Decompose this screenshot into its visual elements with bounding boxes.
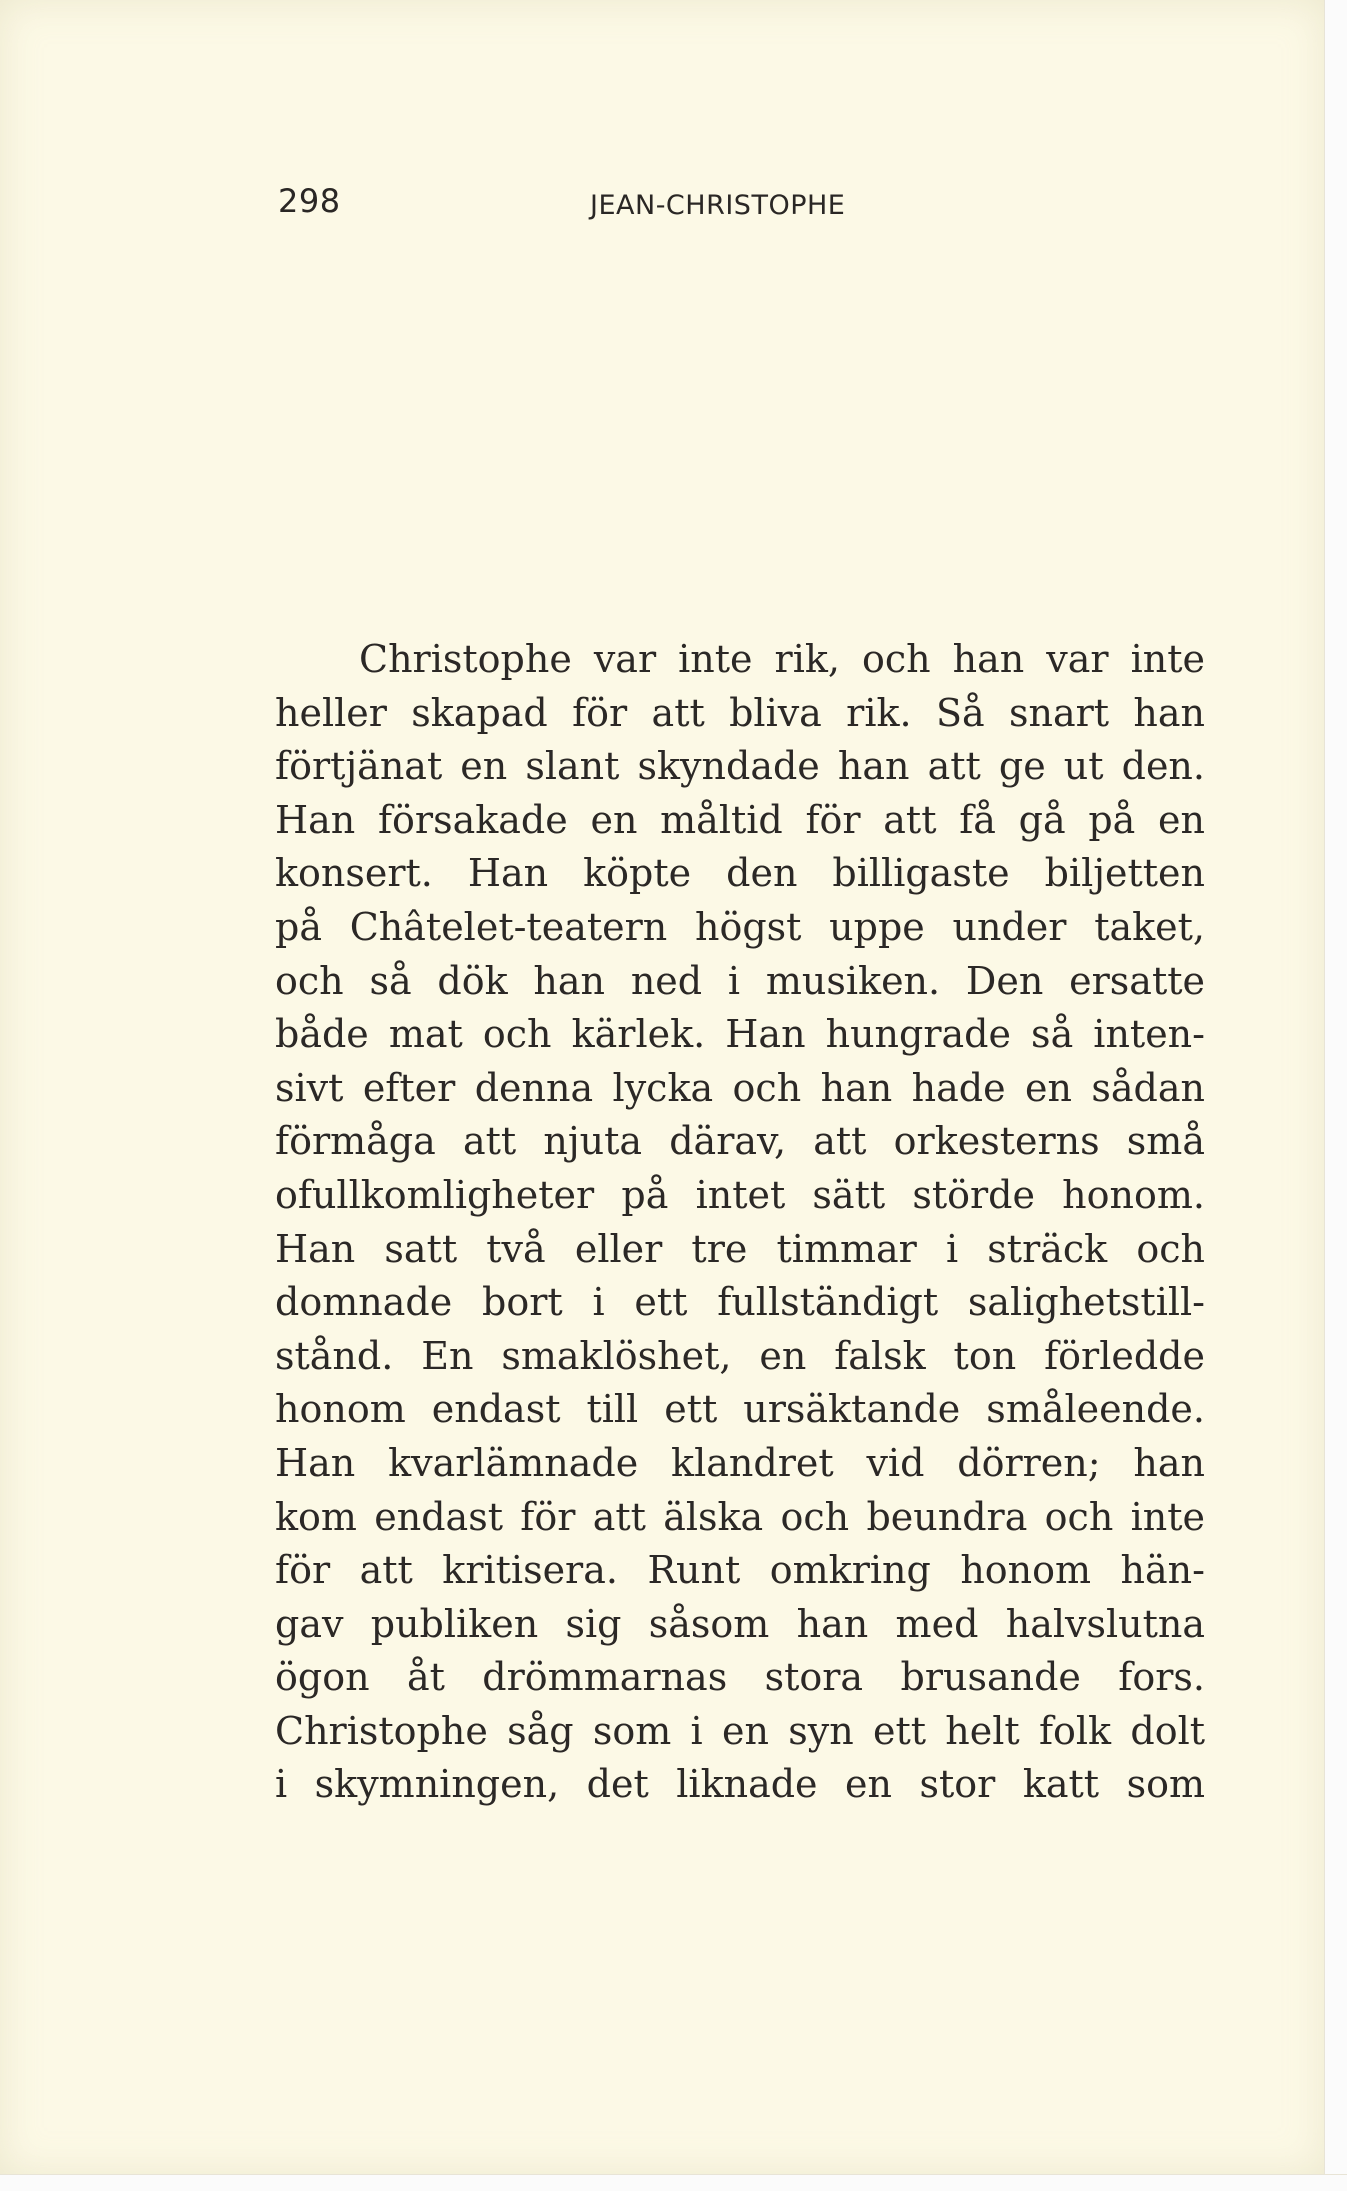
text-line: Han kvarlämnade klandret vid dörren; han: [275, 1440, 1205, 1485]
text-line: Han försakade en måltid för att få gå på en: [275, 797, 1205, 842]
page-header: [278, 172, 1178, 232]
text-line: honom endast till ett ursäktande småleende.: [275, 1387, 1205, 1432]
text-line: förmåga att njuta därav, att orkesterns små: [275, 1119, 1205, 1164]
running-title: JEAN-CHRISTOPHE: [590, 190, 846, 221]
text-line: Christophe var inte rik, och han var inte: [359, 637, 1205, 681]
page-edge-bottom: [0, 2174, 1347, 2191]
text-line: stånd. En smaklöshet, en falsk ton förledde: [275, 1333, 1205, 1378]
page-number: 298: [278, 182, 341, 220]
text-line: i skymningen, det liknade en stor katt som: [275, 1762, 1205, 1807]
text-line: för att kritisera. Runt omkring honom hän-: [275, 1548, 1205, 1593]
text-line: både mat och kärlek. Han hungrade så inten-: [275, 1012, 1205, 1057]
body-paragraph: [275, 633, 1205, 1812]
text-line: kom endast för att älska och beundra och inte: [275, 1494, 1205, 1539]
text-line: heller skapad för att bliva rik. Så snart han: [275, 690, 1205, 735]
text-line: konsert. Han köpte den billigaste biljetten: [275, 851, 1205, 896]
text-line: sivt efter denna lycka och han hade en sådan: [275, 1065, 1205, 1110]
text-line: förtjänat en slant skyndade han att ge ut den.: [275, 744, 1205, 789]
text-line: ögon åt drömmarnas stora brusande fors.: [275, 1655, 1205, 1700]
text-line: ofullkomligheter på intet sätt störde honom.: [275, 1172, 1205, 1217]
text-line: domnade bort i ett fullständigt salighetstill-: [275, 1280, 1205, 1325]
page-edge-right: [1324, 0, 1347, 2191]
text-line: Christophe såg som i en syn ett helt folk dolt: [275, 1708, 1205, 1753]
text-line: på Châtelet-teatern högst uppe under taket,: [275, 904, 1205, 949]
text-line: Han satt två eller tre timmar i sträck och: [275, 1226, 1205, 1271]
text-line: och så dök han ned i musiken. Den ersatte: [275, 958, 1205, 1003]
text-line: gav publiken sig såsom han med halvslutna: [275, 1601, 1205, 1646]
